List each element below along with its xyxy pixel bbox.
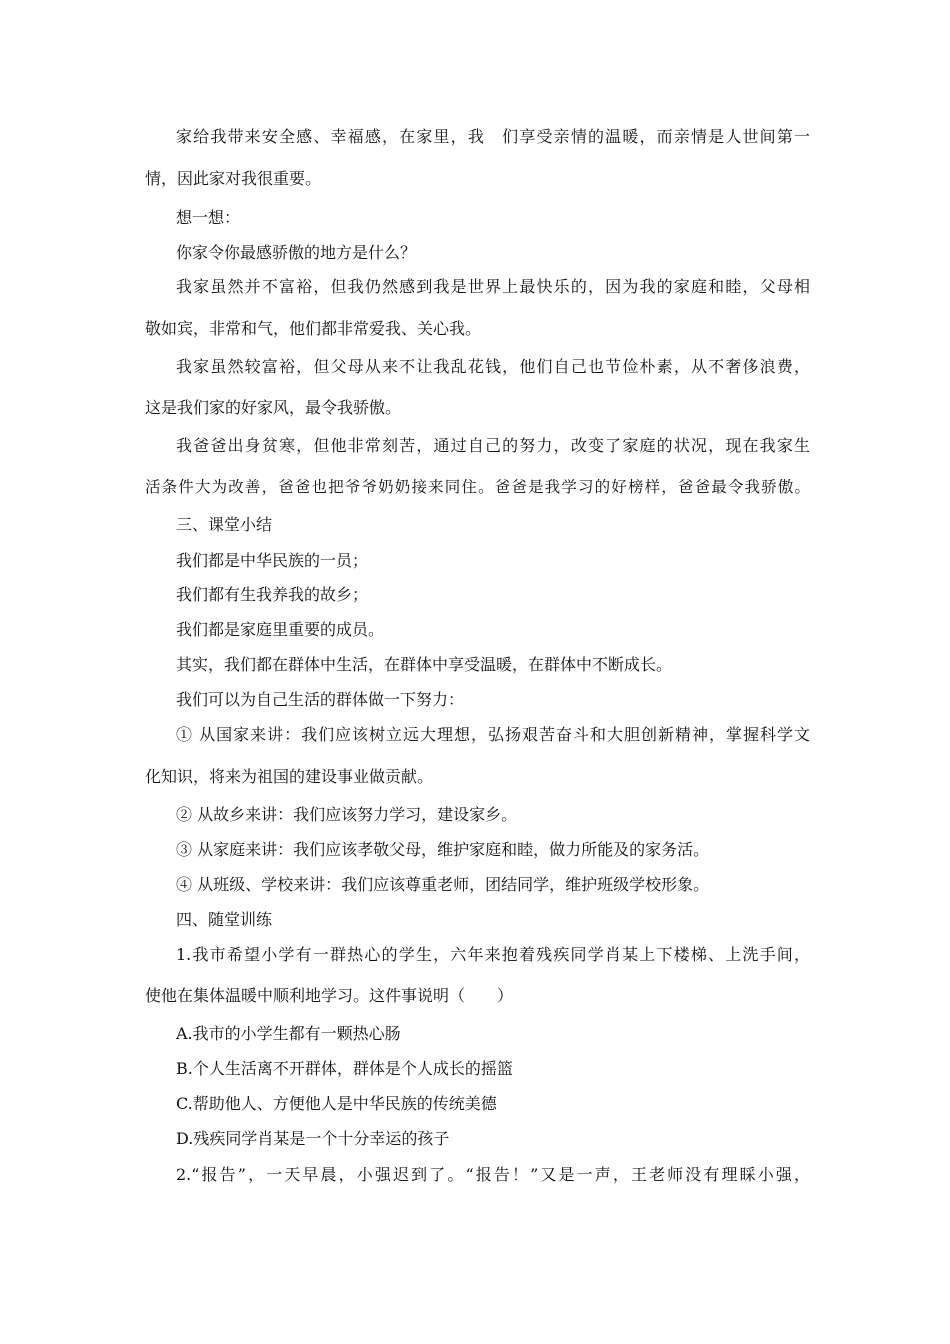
paragraph-line: 化知识，将来为祖国的建设事业做贡献。 [145,767,434,786]
answer-option: D.残疾同学肖某是一个十分幸运的孩子 [176,1129,450,1148]
paragraph-line: 情，因此家对我很重要。 [145,169,322,188]
paragraph-line: 我爸爸出身贫寒，但他非常刻苦，通过自己的努力，改变了家庭的状况，现在我家生 [176,436,810,455]
list-item: ④ 从班级、学校来讲：我们应该尊重老师，团结同学，维护班级学校形象。 [176,875,710,894]
section-heading: 四、随堂训练 [176,910,273,929]
question-text: 2.“报告”，一天早晨，小强迟到了。“报告！”又是一声，王老师没有理睬小强， [176,1165,810,1184]
answer-option: A.我市的小学生都有一颗热心肠 [176,1024,401,1043]
list-item: ① 从国家来讲：我们应该树立远大理想，弘扬艰苦奋斗和大胆创新精神，掌握科学文 [176,725,810,744]
paragraph-line: 家给我带来安全感、幸福感，在家里，我 们享受亲情的温暖，而亲情是人世间第一 [176,127,810,146]
question-text: 1.我市希望小学有一群热心的学生，六年来抱着残疾同学肖某上下楼梯、上洗手间， [176,945,810,964]
paragraph-line: 敬如宾，非常和气，他们都非常爱我、关心我。 [145,319,482,338]
paragraph-line: 我家虽然并不富裕，但我仍然感到我是世界上最快乐的，因为我的家庭和睦，父母相 [176,277,810,296]
answer-option: B.个人生活离不开群体，群体是个人成长的摇篮 [176,1059,513,1078]
paragraph-line: 这是我们家的好家风，最令我骄傲。 [145,398,402,417]
paragraph-line: 其实，我们都在群体中生活，在群体中享受温暖，在群体中不断成长。 [176,655,673,674]
section-heading: 三、课堂小结 [176,515,273,534]
answer-option: C.帮助他人、方便他人是中华民族的传统美德 [176,1094,497,1113]
question-text: 使他在集体温暖中顺利地学习。这件事说明（ ） [145,986,514,1005]
paragraph-line: 想一想： [176,208,241,227]
paragraph-line: 我们都是家庭里重要的成员。 [176,620,385,639]
paragraph-line: 活条件大为改善，爸爸也把爷爷奶奶接来同住。爸爸是我学习的好榜样，爸爸最令我骄傲。 [145,478,810,496]
list-item: ③ 从家庭来讲：我们应该孝敬父母，维护家庭和睦，做力所能及的家务活。 [176,840,710,859]
paragraph-line: 我们可以为自己生活的群体做一下努力： [176,690,465,709]
paragraph-line: 我们都有生我养我的故乡； [176,585,369,604]
list-item: ② 从故乡来讲：我们应该努力学习，建设家乡。 [176,805,518,824]
paragraph-line: 我家虽然较富裕，但父母从来不让我乱花钱，他们自己也节俭朴素，从不奢侈浪费， [176,357,810,376]
paragraph-line: 你家令你最感骄傲的地方是什么？ [176,243,417,262]
paragraph-line: 我们都是中华民族的一员； [176,551,369,570]
